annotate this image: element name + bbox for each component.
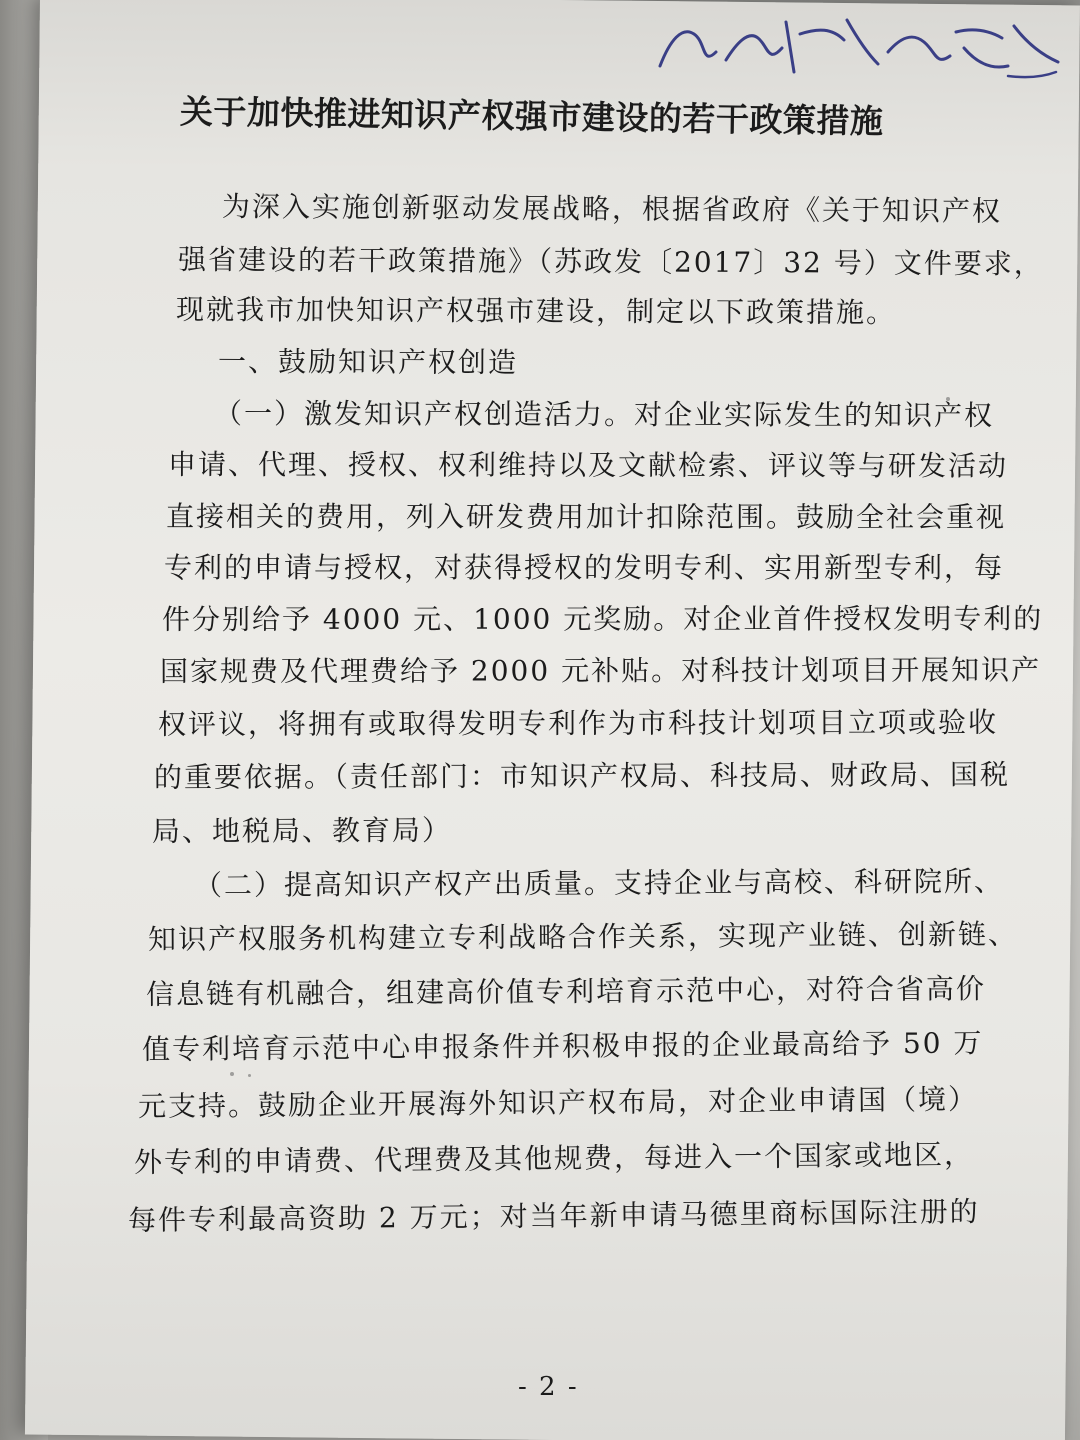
paragraph-line: 专利的申请与授权，对获得授权的发明专利、实用新型专利，每 bbox=[164, 551, 1005, 584]
handwritten-signature bbox=[642, 8, 1072, 88]
document-title: 关于加快推进知识产权强市建设的若干政策措施 bbox=[179, 92, 884, 141]
paragraph-line: 申请、代理、授权、权利维持以及文献检索、评议等与研发活动 bbox=[167, 448, 1009, 483]
paragraph-line: 每件专利最高资助 2 万元；对当年新申请马德里商标国际注册的 bbox=[127, 1195, 980, 1237]
paragraph-line: 值专利培育示范中心申报条件并积极申报的企业最高给予 50 万 bbox=[141, 1026, 984, 1066]
paper-speck bbox=[248, 1074, 251, 1077]
paragraph-line: 局、地税局、教育局） bbox=[151, 813, 453, 848]
paragraph-line: 权评议，将拥有或取得发明专利作为市科技计划项目立项或验收 bbox=[157, 705, 999, 741]
paragraph-line: 外专利的申请费、代理费及其他规费，每进入一个国家或地区， bbox=[133, 1137, 975, 1179]
section-heading: 一、鼓励知识产权创造 bbox=[217, 345, 519, 380]
paragraph-line: （二）提高知识产权产出质量。支持企业与高校、科研院所、 bbox=[193, 864, 1005, 902]
paragraph-line: 知识产权服务机构建立专利战略合作关系，实现产业链、创新链、 bbox=[147, 917, 1019, 956]
paragraph-line: （一）激发知识产权创造活力。对企业实际发生的知识产权 bbox=[213, 397, 995, 433]
signature-strokes bbox=[642, 8, 1072, 88]
paragraph-line: 强省建设的若干政策措施》（苏政发〔2017〕32 号）文件要求， bbox=[177, 243, 1044, 281]
paragraph-line: 件分别给予 4000 元、1000 元奖励。对企业首件授权发明专利的 bbox=[161, 602, 1044, 636]
page-number: - 2 - bbox=[518, 1372, 579, 1402]
paper-speck bbox=[946, 397, 950, 401]
paragraph-line: 现就我市加快知识产权强市建设，制定以下政策措施。 bbox=[175, 293, 897, 330]
paragraph-line: 为深入实施创新驱动发展战略，根据省政府《关于知识产权 bbox=[221, 190, 1003, 228]
paragraph-line: 的重要依据。（责任部门：市知识产权局、科技局、财政局、国税 bbox=[153, 758, 1011, 794]
paragraph-line: 直接相关的费用，列入研发费用加计扣除范围。鼓励全社会重视 bbox=[165, 500, 1007, 534]
paragraph-line: 元支持。鼓励企业开展海外知识产权布局，对企业申请国（境） bbox=[137, 1082, 979, 1123]
paragraph-line: 信息链有机融合，组建高价值专利培育示范中心，对符合省高价 bbox=[145, 972, 987, 1011]
paragraph-line: 国家规费及代理费给予 2000 元补贴。对科技计划项目开展知识产 bbox=[159, 653, 1042, 688]
paper-speck bbox=[230, 1072, 234, 1076]
